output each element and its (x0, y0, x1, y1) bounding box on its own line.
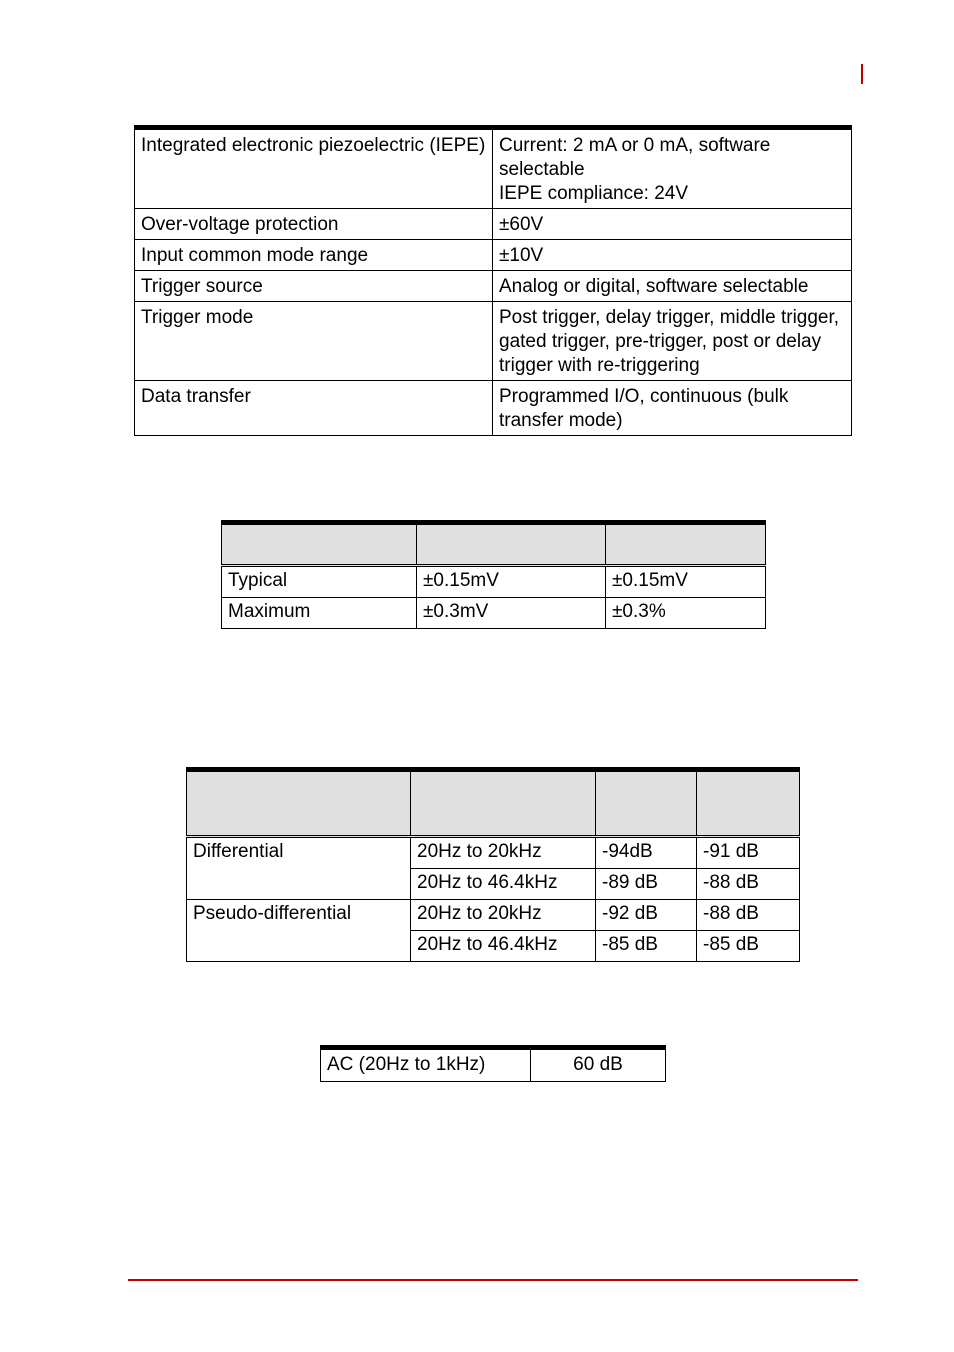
value-cell: 60 dB (531, 1048, 666, 1082)
param-cell: Integrated electronic piezoelectric (IEPE) (135, 128, 493, 209)
table-row (135, 128, 852, 209)
value-cell: -88 dB (697, 869, 800, 900)
header-cell (697, 770, 800, 837)
value-cell: Analog or digital, software selectable (493, 271, 852, 302)
value-cell: -85 dB (697, 931, 800, 962)
range-cell: 20Hz to 20kHz (411, 837, 596, 869)
table-row (222, 566, 766, 598)
value-cell: -91 dB (697, 837, 800, 869)
specification-table (134, 125, 852, 436)
value-cell: ±60V (493, 209, 852, 240)
thd-table (186, 767, 800, 962)
range-cell: 20Hz to 46.4kHz (411, 931, 596, 962)
footer-rule (128, 1279, 858, 1281)
header-cell (222, 523, 417, 566)
offset-table (221, 520, 766, 629)
param-cell: Trigger mode (135, 302, 493, 381)
range-cell: 20Hz to 46.4kHz (411, 869, 596, 900)
param-cell: Trigger source (135, 271, 493, 302)
value-cell: ±0.3% (606, 598, 766, 629)
param-cell: Over-voltage protection (135, 209, 493, 240)
param-cell: Input common mode range (135, 240, 493, 271)
value-cell: -85 dB (596, 931, 697, 962)
header-cell (411, 770, 596, 837)
table-row (135, 240, 852, 271)
header-cell (417, 523, 606, 566)
row-label-cell: Maximum (222, 598, 417, 629)
table-row (222, 598, 766, 629)
header-accent-mark (861, 64, 863, 84)
value-cell: Current: 2 mA or 0 mA, software selectable IEPE compliance: 24V (493, 128, 852, 209)
table-row (187, 837, 800, 869)
row-label-cell: Typical (222, 566, 417, 598)
row-label-cell: AC (20Hz to 1kHz) (321, 1048, 531, 1082)
value-cell: -89 dB (596, 869, 697, 900)
table-row (135, 302, 852, 381)
value-cell: ±0.3mV (417, 598, 606, 629)
value-cell: Programmed I/O, continuous (bulk transfer mode) (493, 381, 852, 436)
cmrr-table (320, 1045, 666, 1082)
value-cell: ±0.15mV (606, 566, 766, 598)
table-row (187, 900, 800, 931)
param-cell: Data transfer (135, 381, 493, 436)
header-cell (606, 523, 766, 566)
range-cell: 20Hz to 20kHz (411, 900, 596, 931)
mode-cell: Differential (187, 837, 411, 900)
table-header-row (222, 523, 766, 566)
header-cell (596, 770, 697, 837)
table-row (135, 271, 852, 302)
table-row (321, 1048, 666, 1082)
table-row (135, 381, 852, 436)
value-cell: -94dB (596, 837, 697, 869)
table-row (135, 209, 852, 240)
table-header-row (187, 770, 800, 837)
value-cell: ±0.15mV (417, 566, 606, 598)
value-cell: -88 dB (697, 900, 800, 931)
value-cell: -92 dB (596, 900, 697, 931)
value-cell: ±10V (493, 240, 852, 271)
mode-cell: Pseudo-differential (187, 900, 411, 962)
header-cell (187, 770, 411, 837)
value-cell: Post trigger, delay trigger, middle trigger, gated trigger, pre-trigger, post or delay trigger with re-triggering (493, 302, 852, 381)
